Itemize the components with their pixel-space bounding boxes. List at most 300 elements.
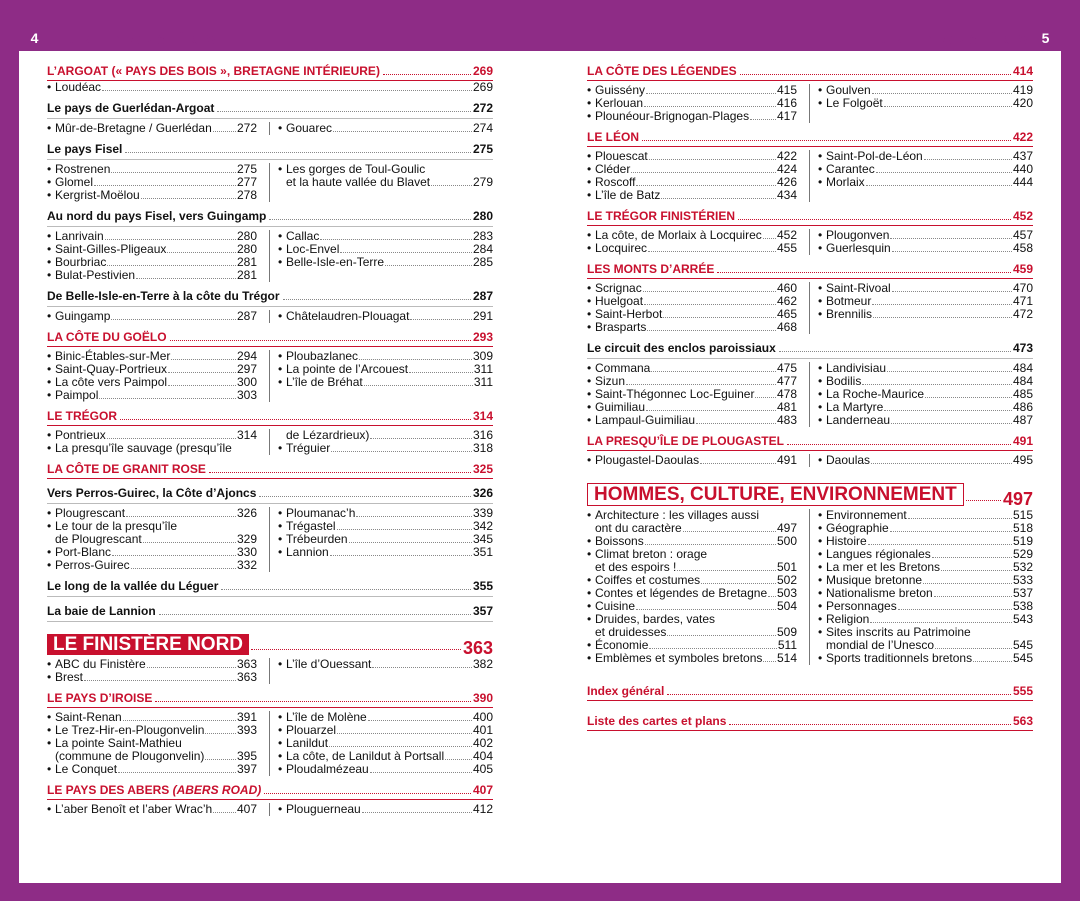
toc-entry xyxy=(818,308,1033,321)
section-title: LA CÔTE DU GOËLO xyxy=(47,330,167,344)
entry-title: Binic-Étables-sur-Mer xyxy=(55,349,171,363)
section-title: Vers Perros-Guirec, la Côte d’Ajoncs xyxy=(47,486,257,500)
bullet: • xyxy=(47,736,52,750)
entry-page: 485 xyxy=(1012,387,1033,401)
bullet: • xyxy=(587,638,592,652)
bullet: • xyxy=(47,519,52,533)
entry-page: 281 xyxy=(236,255,257,269)
entry-columns xyxy=(47,711,493,776)
toc-entry xyxy=(47,559,257,572)
entry-title: La Roche-Maurice xyxy=(826,387,925,401)
left-column xyxy=(47,122,270,135)
section-page: 473 xyxy=(1012,341,1033,355)
entry-title: Plouguerneau xyxy=(286,802,361,816)
bullet: • xyxy=(47,80,52,94)
entry-page: 314 xyxy=(236,428,257,442)
leader-dots xyxy=(779,351,1011,352)
bullet: • xyxy=(587,188,592,202)
entry-page: 277 xyxy=(236,175,257,189)
bullet: • xyxy=(587,413,592,427)
entry-page: 455 xyxy=(776,241,797,255)
bullet: • xyxy=(587,374,592,388)
section-rule xyxy=(47,596,493,597)
bullet: • xyxy=(47,349,52,363)
bullet: • xyxy=(587,109,592,123)
leader-dots xyxy=(94,185,236,186)
entry-page: 487 xyxy=(1012,413,1033,427)
section-tregor-finisterien xyxy=(587,210,1033,223)
toc-entry xyxy=(47,81,493,94)
entry-title: Musique bretonne xyxy=(826,573,923,587)
entry-title: Landivisiau xyxy=(826,361,887,375)
leader-dots xyxy=(696,423,776,424)
section-page: 491 xyxy=(1012,434,1033,448)
section-page: 355 xyxy=(472,579,493,593)
entry-columns xyxy=(47,163,493,202)
leader-dots xyxy=(892,251,1012,252)
leader-dots xyxy=(884,410,1012,411)
leader-dots xyxy=(700,463,776,464)
section-leon xyxy=(587,131,1033,144)
leader-dots xyxy=(385,265,472,266)
bullet: • xyxy=(587,547,592,561)
entry-page: 311 xyxy=(473,375,493,389)
bullet: • xyxy=(587,228,592,242)
section-rule xyxy=(47,503,493,504)
entry-page: 311 xyxy=(473,362,493,376)
entry-columns xyxy=(587,229,1033,255)
entry-title: Cléder xyxy=(595,162,631,176)
leader-dots xyxy=(168,372,236,373)
entry-columns xyxy=(587,84,1033,123)
bullet: • xyxy=(587,361,592,375)
bullet: • xyxy=(278,255,283,269)
toc-entry xyxy=(47,189,257,202)
entry-columns xyxy=(587,282,1033,334)
right-column xyxy=(270,803,493,816)
bullet: • xyxy=(278,802,283,816)
section-page: 414 xyxy=(1012,64,1033,78)
leader-dots xyxy=(362,812,472,813)
entry-columns xyxy=(587,150,1033,202)
leader-dots xyxy=(890,531,1012,532)
section-title: LES MONTS D’ARRÉE xyxy=(587,262,715,276)
bullet: • xyxy=(47,388,52,402)
entry-title: Histoire xyxy=(826,534,867,548)
leader-dots xyxy=(651,371,776,372)
toc-entry xyxy=(278,658,493,671)
entry-page: 287 xyxy=(236,309,257,323)
entry-title: Les gorges de Toul-Goulic xyxy=(286,162,426,176)
entry-columns xyxy=(47,350,493,402)
entry-title: Guimiliau xyxy=(595,400,646,414)
left-column xyxy=(587,150,810,202)
section-title: L’ARGOAT (« PAYS DES BOIS », BRETAGNE INTÉRIEURE) xyxy=(47,64,380,78)
right-column xyxy=(270,122,493,135)
section-rule xyxy=(47,306,493,307)
section-title: Liste des cartes et plans xyxy=(587,714,727,728)
section-iroise xyxy=(47,692,493,705)
leader-dots xyxy=(626,384,776,385)
entry-title: Belle-Isle-en-Terre xyxy=(286,255,385,269)
entry-title: Climat breton : orage xyxy=(595,547,708,561)
section-rule xyxy=(587,730,1033,731)
left-column xyxy=(587,282,810,334)
leader-dots xyxy=(667,694,1011,695)
entry-page: 332 xyxy=(236,558,257,572)
right-column xyxy=(270,507,493,572)
entry-page: 300 xyxy=(236,375,257,389)
leader-dots xyxy=(873,317,1012,318)
section-title-italic: (ABERS ROAD) xyxy=(172,783,262,797)
entry-page: 477 xyxy=(776,374,797,388)
section-monts-arree xyxy=(587,263,1033,276)
section-title: LE TRÉGOR xyxy=(47,409,118,423)
leader-dots xyxy=(884,106,1012,107)
entry-title: Scrignac xyxy=(595,281,642,295)
leader-dots xyxy=(349,542,472,543)
entry-title: Lampaul-Guimiliau xyxy=(595,413,696,427)
bullet: • xyxy=(818,149,823,163)
leader-dots xyxy=(105,239,236,240)
left-column xyxy=(47,310,270,323)
right-column xyxy=(270,350,493,402)
toc-entry xyxy=(818,176,1033,189)
entry-page: 434 xyxy=(776,188,797,202)
section-lannion xyxy=(47,605,493,618)
leader-dots xyxy=(111,172,236,173)
entry-page: 281 xyxy=(236,268,257,282)
section-title: LA PRESQU’ÎLE DE PLOUGASTEL xyxy=(587,434,784,448)
toc-entry xyxy=(587,414,797,427)
bullet: • xyxy=(818,83,823,97)
leader-dots xyxy=(636,609,776,610)
toc-entry xyxy=(278,310,493,323)
entry-title: Plouarzel xyxy=(286,723,337,737)
leader-dots xyxy=(337,529,472,530)
chapter-finistere-nord xyxy=(47,634,493,658)
left-column xyxy=(587,362,810,427)
section-rule xyxy=(47,478,493,479)
section-rule xyxy=(587,700,1033,701)
section-enclos xyxy=(587,342,1033,355)
leader-dots xyxy=(649,159,776,160)
entry-page: 486 xyxy=(1012,400,1033,414)
entry-title: ABC du Finistère xyxy=(55,657,146,671)
section-rule xyxy=(47,621,493,622)
bullet: • xyxy=(818,599,823,613)
bullet: • xyxy=(818,651,823,665)
section-plougastel xyxy=(587,435,1033,448)
leader-dots xyxy=(364,385,473,386)
section-page: 325 xyxy=(472,462,493,476)
toc-entry xyxy=(818,97,1033,110)
leader-dots xyxy=(147,667,236,668)
section-tregor xyxy=(47,410,493,423)
entry-page: 391 xyxy=(236,710,257,724)
left-column xyxy=(47,711,270,776)
bullet: • xyxy=(278,710,283,724)
entry-page: 284 xyxy=(472,242,493,256)
entry-title: Sports traditionnels bretons xyxy=(826,651,973,665)
entry-title: Locquirec xyxy=(595,241,648,255)
entry-page: 280 xyxy=(236,229,257,243)
entry-title: Châtelaudren-Plouagat xyxy=(286,309,410,323)
chapter-page: 363 xyxy=(462,638,493,658)
left-column xyxy=(47,429,270,455)
entry-columns xyxy=(47,230,493,282)
section-page: 459 xyxy=(1012,262,1033,276)
bullet: • xyxy=(818,413,823,427)
section-page: 287 xyxy=(472,289,493,303)
entry-page: 475 xyxy=(776,361,797,375)
leader-dots xyxy=(359,359,472,360)
bullet: • xyxy=(47,188,52,202)
entry-page: 468 xyxy=(776,320,797,334)
entry-title: Landerneau xyxy=(826,413,891,427)
entry-columns xyxy=(47,429,493,455)
entry-title: Perros-Guirec xyxy=(55,558,130,572)
entry-title: Morlaix xyxy=(826,175,865,189)
leader-dots xyxy=(866,185,1012,186)
entry-page: 345 xyxy=(472,532,493,546)
toc-entry xyxy=(818,652,1033,665)
leader-dots xyxy=(890,238,1012,239)
chapter-title: HOMMES, CULTURE, ENVIRONNEMENT xyxy=(587,483,964,506)
bullet: • xyxy=(47,121,52,135)
bullet: • xyxy=(818,400,823,414)
section-leguer xyxy=(47,580,493,593)
section-legendes xyxy=(587,65,1033,78)
leader-dots xyxy=(872,304,1012,305)
entry-page: 419 xyxy=(1012,83,1033,97)
leader-dots xyxy=(136,278,236,279)
toc-entry xyxy=(47,671,257,684)
right-column xyxy=(810,282,1033,334)
entry-title: Lanildut xyxy=(286,736,329,750)
entry-title: Huelgoat xyxy=(595,294,644,308)
left-toc xyxy=(47,59,493,816)
bullet: • xyxy=(47,670,52,684)
entry-title: Guingamp xyxy=(55,309,111,323)
leader-dots xyxy=(320,239,472,240)
leader-dots xyxy=(264,793,471,794)
entry-title: Goulven xyxy=(826,83,871,97)
bullet: • xyxy=(47,242,52,256)
entry-page: 416 xyxy=(776,96,797,110)
entry-title: de Plougrescant xyxy=(55,532,142,546)
leader-dots xyxy=(768,596,776,597)
entry-page: 309 xyxy=(472,349,493,363)
leader-dots xyxy=(125,152,471,153)
section-rule xyxy=(587,146,1033,147)
bullet: • xyxy=(587,162,592,176)
entry-title: Contes et légendes de Bretagne xyxy=(595,586,768,600)
bullet: • xyxy=(818,294,823,308)
bullet: • xyxy=(587,294,592,308)
right-column xyxy=(810,84,1033,123)
entry-page: 497 xyxy=(776,521,797,535)
leader-dots xyxy=(107,438,236,439)
entry-title: Kergrist-Moëlou xyxy=(55,188,140,202)
bullet: • xyxy=(278,375,283,389)
running-head-right: TABLE DES MATIÈRES xyxy=(874,31,1028,47)
leader-dots xyxy=(213,131,236,132)
bullet: • xyxy=(587,320,592,334)
section-abers xyxy=(47,784,493,797)
bullet: • xyxy=(278,545,283,559)
bullet: • xyxy=(587,612,592,626)
bullet: • xyxy=(587,453,592,467)
leader-dots xyxy=(205,759,236,760)
leader-dots xyxy=(876,172,1012,173)
entry-page: 440 xyxy=(1012,162,1033,176)
leader-dots xyxy=(112,555,236,556)
section-page: 563 xyxy=(1012,714,1033,728)
section-rule xyxy=(47,346,493,347)
leader-dots xyxy=(649,648,776,649)
toc-entry-line xyxy=(47,442,257,455)
entry-page: 509 xyxy=(776,625,797,639)
entry-title: Saint-Quay-Portrieux xyxy=(55,362,168,376)
entry-page: 351 xyxy=(472,545,493,559)
entry-title: Loc-Envel xyxy=(286,242,340,256)
leader-dots xyxy=(111,319,236,320)
toc-entry xyxy=(587,189,797,202)
entry-title: L’île de Batz xyxy=(595,188,661,202)
entry-columns xyxy=(47,658,493,684)
leader-dots xyxy=(642,140,1011,141)
entry-title: Callac xyxy=(286,229,320,243)
entry-page: 303 xyxy=(236,388,257,402)
bullet: • xyxy=(47,255,52,269)
leader-dots xyxy=(663,317,776,318)
bullet: • xyxy=(587,175,592,189)
entry-title: Brennilis xyxy=(826,307,873,321)
toc-entry xyxy=(278,122,493,135)
entry-page: 382 xyxy=(472,657,493,671)
section-rule xyxy=(47,118,493,119)
entry-page: 545 xyxy=(1012,651,1033,665)
entry-page: 291 xyxy=(472,309,493,323)
entry-title: Rostrenen xyxy=(55,162,111,176)
entry-page: 518 xyxy=(1012,521,1033,535)
left-column xyxy=(47,350,270,402)
entry-title: Saint-Renan xyxy=(55,710,122,724)
toc-entry xyxy=(278,546,493,559)
bullet: • xyxy=(818,307,823,321)
entry-page: 297 xyxy=(236,362,257,376)
entry-page: 272 xyxy=(236,121,257,135)
right-column xyxy=(270,429,493,455)
entry-title: Lannion xyxy=(286,545,329,559)
entry-page: 452 xyxy=(776,228,797,242)
right-column xyxy=(810,229,1033,255)
bullet: • xyxy=(47,441,52,455)
entry-page: 502 xyxy=(776,573,797,587)
toc-entry xyxy=(818,454,1033,467)
leader-dots xyxy=(283,299,471,300)
leader-dots xyxy=(118,772,236,773)
entry-page: 424 xyxy=(776,162,797,176)
section-title: LE LÉON xyxy=(587,130,640,144)
entry-columns xyxy=(47,803,493,816)
bullet: • xyxy=(278,242,283,256)
bullet: • xyxy=(47,506,52,520)
entry-title: Bourbriac xyxy=(55,255,107,269)
leader-dots xyxy=(431,185,472,186)
entry-title: Gouarec xyxy=(286,121,333,135)
leader-dots xyxy=(755,397,776,398)
entry-title: Commana xyxy=(595,361,651,375)
leader-dots xyxy=(213,812,236,813)
section-belle-isle xyxy=(47,290,493,303)
toc-entry xyxy=(47,310,257,323)
toc-entry xyxy=(587,110,797,123)
entry-title: Botmeur xyxy=(826,294,872,308)
entry-page: 363 xyxy=(236,657,257,671)
section-argoat xyxy=(47,65,493,78)
entry-title: mondial de l’Unesco xyxy=(826,638,935,652)
bullet: • xyxy=(587,149,592,163)
entry-title: Le Folgoët xyxy=(826,96,883,110)
entry-title: Kerlouan xyxy=(595,96,644,110)
leader-dots xyxy=(143,542,236,543)
section-goelo xyxy=(47,331,493,344)
right-column xyxy=(810,362,1033,427)
section-page: 555 xyxy=(1012,684,1033,698)
bullet: • xyxy=(47,762,52,776)
bullet: • xyxy=(818,612,823,626)
section-rule xyxy=(47,707,493,708)
leader-dots xyxy=(701,583,776,584)
leader-dots xyxy=(787,444,1011,445)
bullet: • xyxy=(47,309,52,323)
leader-dots xyxy=(973,661,1012,662)
entry-title: Le Trez-Hir-en-Plougonvelin xyxy=(55,723,205,737)
entry-page: 274 xyxy=(472,121,493,135)
left-column xyxy=(587,84,810,123)
entry-page: 519 xyxy=(1012,534,1033,548)
bullet: • xyxy=(47,428,52,442)
toc-entry xyxy=(278,176,493,189)
section-granit-rose xyxy=(47,463,493,476)
section-page: 452 xyxy=(1012,209,1033,223)
bullet: • xyxy=(587,281,592,295)
left-column xyxy=(47,803,270,816)
section-title: Le long de la vallée du Léguer xyxy=(47,579,219,593)
right-column xyxy=(270,230,493,282)
bullet: • xyxy=(818,96,823,110)
entry-title: Saint-Herbot xyxy=(595,307,663,321)
entry-page: 275 xyxy=(236,162,257,176)
leader-dots xyxy=(167,252,236,253)
section-rule xyxy=(47,159,493,160)
entry-page: 363 xyxy=(236,670,257,684)
leader-dots xyxy=(123,720,236,721)
entry-title: Plougrescant xyxy=(55,506,126,520)
entry-page: 465 xyxy=(776,307,797,321)
entry-page: 397 xyxy=(236,762,257,776)
bullet: • xyxy=(278,349,283,363)
entry-title: Lanrivain xyxy=(55,229,104,243)
bullet: • xyxy=(278,723,283,737)
entry-title: Le tour de la presqu’île xyxy=(55,519,178,533)
entry-columns xyxy=(47,310,493,323)
bullet: • xyxy=(47,802,52,816)
bullet: • xyxy=(278,441,283,455)
leader-dots xyxy=(368,720,472,721)
